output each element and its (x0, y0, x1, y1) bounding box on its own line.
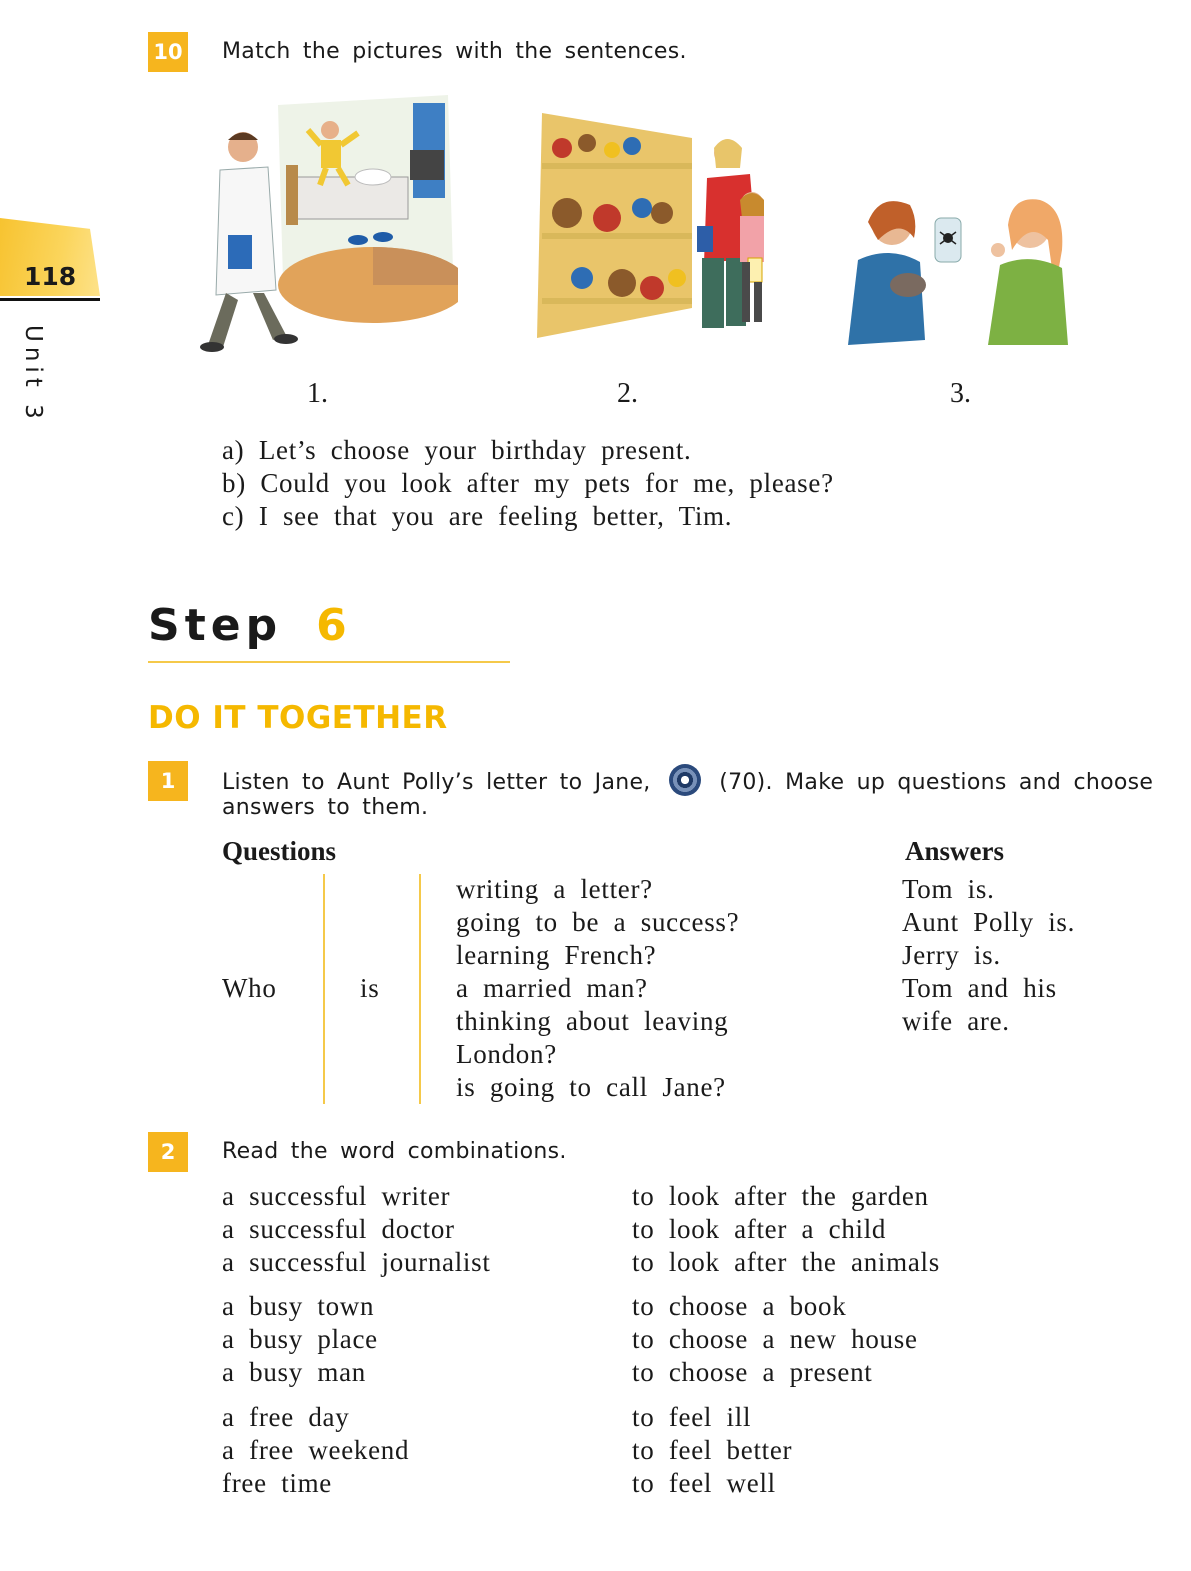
combination: to look after the animals (632, 1247, 940, 1277)
answer-3: Jerry is. (902, 940, 1001, 970)
answer-1: Tom is. (902, 874, 995, 904)
question-endings (456, 873, 739, 1104)
questions-header: Questions (222, 836, 337, 866)
right-group-1 (632, 1180, 940, 1279)
combination: to feel ill (632, 1402, 752, 1432)
section-heading: DO IT TOGETHER (148, 700, 448, 736)
ending-7: is going to call Jane? (456, 1072, 726, 1102)
sentence-c: c) I see that you are feeling better, Tim. (222, 501, 733, 531)
step-word: Step (148, 600, 283, 651)
answer-4: Tom and his (902, 973, 1057, 1003)
combination: a busy man (222, 1357, 366, 1387)
table-divider-2 (419, 874, 421, 1104)
combination: a busy place (222, 1324, 378, 1354)
exercise-10-badge: 10 (148, 32, 188, 72)
combination: to choose a new house (632, 1324, 918, 1354)
step-heading (148, 600, 352, 651)
combination: a free day (222, 1402, 350, 1432)
combination: a successful journalist (222, 1247, 491, 1277)
step-number: 6 (316, 600, 352, 651)
combination: to feel well (632, 1468, 776, 1498)
combination: a successful doctor (222, 1214, 455, 1244)
page-number: 118 (24, 262, 77, 291)
answer-2: Aunt Polly is. (902, 907, 1076, 937)
right-group-3 (632, 1401, 792, 1500)
exercise-2-badge: 2 (148, 1132, 188, 1172)
combination: free time (222, 1468, 332, 1498)
left-group-3 (222, 1401, 409, 1500)
ending-6: London? (456, 1039, 557, 1069)
combination: a successful writer (222, 1181, 451, 1211)
ending-3: learning French? (456, 940, 657, 970)
picture-2-illustration (512, 108, 787, 343)
instruction-part-2: (70). Make up questions and choose (719, 770, 1154, 795)
picture-1-illustration (198, 95, 458, 355)
unit-label: Unit 3 (20, 325, 46, 424)
combination: to choose a book (632, 1291, 847, 1321)
combination: to feel better (632, 1435, 793, 1465)
combination: to choose a present (632, 1357, 873, 1387)
picture-3-illustration (840, 180, 1090, 350)
cd-audio-icon[interactable] (669, 764, 701, 796)
combination: a free weekend (222, 1435, 410, 1465)
answers-header: Answers (905, 836, 1004, 866)
who-word: Who (222, 973, 277, 1003)
ending-1: writing a letter? (456, 874, 653, 904)
left-group-1 (222, 1180, 491, 1279)
step-underline (148, 661, 510, 663)
right-group-2 (632, 1290, 918, 1389)
exercise-10-sentences (222, 434, 834, 533)
ending-2: going to be a success? (456, 907, 740, 937)
exercise-1-badge: 1 (148, 761, 188, 801)
answer-5: wife are. (902, 1006, 1010, 1036)
combination: to look after the garden (632, 1181, 929, 1211)
combination: a busy town (222, 1291, 375, 1321)
ending-5: thinking about leaving (456, 1006, 729, 1036)
exercise-2-instruction: Read the word combinations. (222, 1139, 567, 1164)
is-word: is (360, 973, 380, 1003)
page-number-rule (0, 298, 100, 301)
answers-list (902, 873, 1075, 1038)
picture-label-2: 2. (617, 378, 638, 409)
table-divider-1 (323, 874, 325, 1104)
instruction-part-1: Listen to Aunt Polly’s letter to Jane, (222, 770, 651, 795)
picture-label-1: 1. (307, 378, 328, 409)
ending-4: a married man? (456, 973, 648, 1003)
exercise-1-instruction-line2: answers to them. (222, 795, 429, 820)
sentence-a: a) Let’s choose your birthday present. (222, 435, 692, 465)
left-group-2 (222, 1290, 378, 1389)
picture-label-3: 3. (950, 378, 971, 409)
sentence-b: b) Could you look after my pets for me, please? (222, 468, 834, 498)
exercise-10-instruction: Match the pictures with the sentences. (222, 39, 687, 64)
combination: to look after a child (632, 1214, 887, 1244)
